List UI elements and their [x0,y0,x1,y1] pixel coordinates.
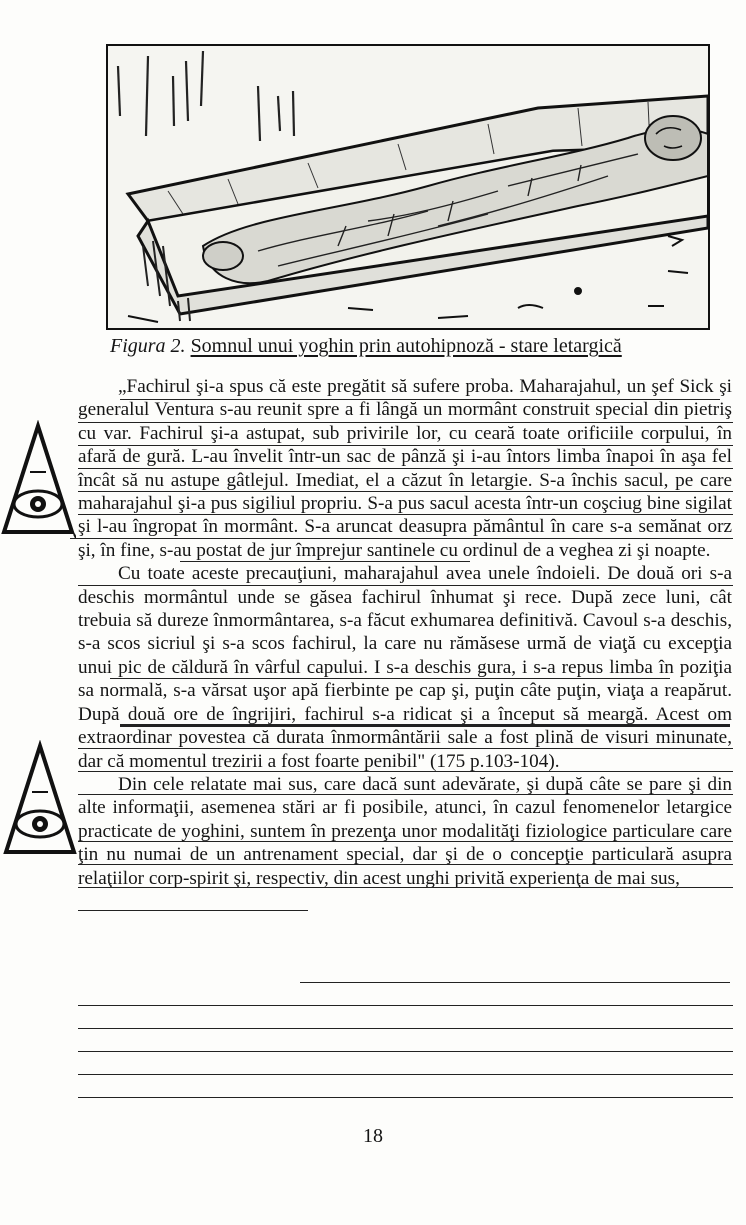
body-text [78,375,732,890]
figure-caption [110,333,720,359]
figure-title: Somnul unui yoghin prin autohipnoză - stare letargică [190,335,622,357]
page-number: 18 [363,1125,383,1147]
eye-in-triangle-icon [2,740,78,860]
paragraph-1: „Fachirul şi-a spus că este pregătit să sufere proba. Maharajahul, un şef Sick şi generalul Ventura s-au reunit spre a fi lângă un mormânt construit special din pietriş cu var. Fachirul şi-a astupat, sub privirile lor, cu ceară toate orificiile corpului, în afară de gură. L-au învelit într-un sac de pânză şi i-au întors limba înapoi în aşa fel încât să nu astupe gâtlejul. Imediat, el a căzut în letargie. S-a închis sacul, pe care maharajahul şi-a pus sigiliul propriu. S-a pus sacul acesta într-un coşciug bine sigilat şi l-au îngropat în mormânt. S-a aruncat deasupra pământul în care s-a semănat orz şi, în fine, s-au postat de jur împrejur santinele cu ordinul de a veghea zi şi noapte. [78,376,732,561]
figure-illustration [106,44,710,330]
paragraph-2: Cu toate aceste precauţiuni, maharajahul avea unele îndoieli. De două ori s-a deschis mormântul unde se găsea fachirul înhumat şi rece. După zece luni, cât trebuia să dureze înmormântarea, s-a făcut exhumarea definitivă. Cavoul s-a deschis, s-a scos sicriul şi s-a scos fachirul, la care nu rămăsese urmă de viaţă cu excepţia unui pic de căldură în vârful capului. I s-a deschis gura, i s-a repus limba în poziţia sa normală, s-a vărsat uşor apă fierbinte pe cap şi, puţin câte puţin, viaţa a reapărut. După două ore de îngrijiri, fachirul s-a ridicat şi a început să meargă. Acest om extraordinar povestea că durata înmormântării sale a fost plină de visuri minunate, dar că momentul trezirii a fost foarte penibil" (175 p.103-104). [78,563,732,772]
eye-in-triangle-icon [0,420,76,540]
figure-label: Figura 2. [110,335,186,357]
yogi-coffin-drawing [108,46,708,328]
paragraph-3: Din cele relatate mai sus, care dacă sunt adevărate, şi după câte se pare şi din alte informaţii, asemenea stări ar fi posibile, atunci, în cazul fenomenelor letargice practicate de yoghini, suntem în prezenţa unor modalităţi fiziologice particulare care ţin nu numai de un antrenament special, dar şi de o concepţie particulară asupra relaţiilor corp-spirit şi, respectiv, din acest unghi privită experienţa de mai sus, [78,773,732,889]
